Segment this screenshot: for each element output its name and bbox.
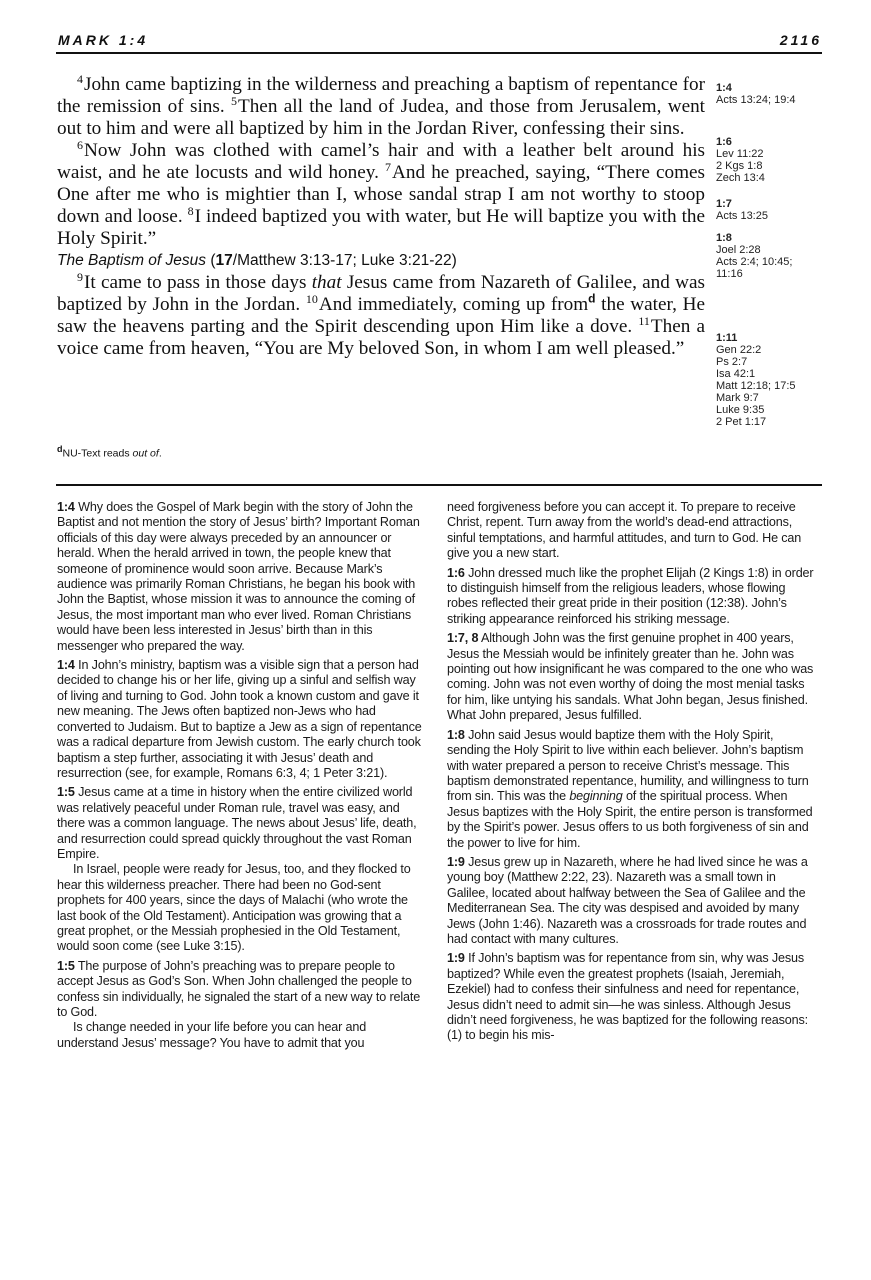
xref-body[interactable]: Ps 2:7 [716, 356, 748, 368]
note-text: Jesus came at a time in history when the entire civilized world was relatively peaceful under Roman rule, travel was easy, and there was a common language. The news about Jesus’ life, death, and resurrection could spread quickly throughout the vast Roman Empire. [57, 785, 417, 861]
study-note [57, 785, 425, 862]
verse-text: the water, He saw the heavens parting and the Spirit descending upon Him like a dove. [57, 294, 706, 337]
xref-body[interactable]: 2 Kgs 1:8 [716, 160, 763, 172]
heading-title: The Baptism of Jesus [57, 252, 207, 269]
verse-number: 10 [305, 291, 318, 306]
verse-text: Now John was clothed with camel’s hair and with a leather belt around his waist, and he ate locusts and wild honey. [57, 140, 705, 183]
footnote-text: . [158, 447, 162, 460]
study-note [447, 566, 815, 628]
verse-italic: that [311, 272, 342, 293]
note-italic: beginning [569, 789, 623, 804]
xref-body[interactable]: Mark 9:7 [716, 392, 759, 404]
verse-paragraph [57, 71, 706, 140]
xref-body[interactable]: Acts 13:25 [716, 210, 768, 222]
note-ref: 1:5 [57, 958, 75, 973]
note-text: John said Jesus would baptize them with the Holy Spirit, sending the Holy Spirit to live within each believer. John’s baptism with water prepared a person to receive Christ’s message. This baptism demonstrated repentance, humility, and willingness to turn from sin. This was the [447, 727, 809, 804]
cross-reference [716, 232, 826, 280]
verse-text: John came baptizing in the wilderness and preaching a baptism of repentance for the remission of sins. [57, 74, 705, 117]
xref-body[interactable]: Acts 13:24; 19:4 [716, 94, 796, 106]
xref-body[interactable]: 2 Pet 1:17 [716, 416, 767, 428]
xref-body[interactable]: Isa 42:1 [716, 368, 756, 380]
book-chapter: MARK 1:4 [58, 32, 149, 48]
footnote-text: NU-Text reads [62, 447, 133, 460]
note-ref: 1:4 [57, 500, 75, 514]
verse-number: 9 [77, 269, 83, 284]
xref-body[interactable]: Acts 2:4; 10:45; [716, 256, 793, 268]
cross-reference [716, 332, 826, 428]
harmony-number: 17 [215, 252, 233, 269]
verse-text: Jesus came from Nazareth of Galilee, and was baptized by John in the Jordan. [57, 272, 705, 315]
note-text: Although John was the first genuine prophet in 400 years, Jesus the Messiah would be infinitely greater than he. John was pointing out how insignificant he was compared to the one who was coming. John was not even worthy of doing the most menial tasks for him, like untying his sandals. What John began, Jesus finished. What John prepared, Jesus fulfilled. [447, 631, 814, 723]
note-ref: 1:4 [57, 658, 75, 673]
cross-reference [716, 82, 826, 106]
verse-number: 7 [385, 159, 392, 174]
note-text: Why does the Gospel of Mark begin with the story of John the Baptist and not mention the story of Jesus’ birth? Important Roman officials of this day were always preceded by an announcer or herald. When the herald arrived in town, the people knew that someone of prominence would soon arrive. Because Mark’s audience was primarily Roman Christians, he began his book with John the Baptist, whose mission it was to announce the coming of Jesus, the most important man who ever lived. Roman Christians would have been less interested in Jesus’ birth than in this messenger who prepared the way. [57, 500, 420, 653]
verse-paragraph [57, 269, 706, 360]
study-note-continuation: Is change needed in your life before you can hear and understand Jesus’ message? You have to admit that you [57, 1020, 367, 1050]
heading-refs: /Matthew 3:13-17; Luke 3:21-22) [232, 252, 457, 269]
study-note [447, 951, 815, 1043]
xref-body[interactable]: Lev 11:22 [716, 148, 764, 160]
xref-body[interactable]: 11:16 [716, 268, 743, 280]
verse-number: 4 [77, 71, 83, 86]
study-note [57, 500, 425, 654]
footnote-italic: out of [132, 447, 159, 460]
cross-reference [716, 136, 826, 184]
xref-body[interactable]: Joel 2:28 [716, 244, 761, 256]
note-ref: 1:7, 8 [447, 631, 479, 646]
xref-body[interactable]: Matt 12:18; 17:5 [716, 380, 796, 392]
study-note [447, 631, 815, 723]
xref-head[interactable]: 1:7 [716, 198, 732, 210]
note-ref: 1:5 [57, 785, 75, 800]
study-note [447, 728, 815, 851]
note-ref: 1:6 [447, 565, 465, 580]
verse-number: 6 [77, 137, 83, 152]
cross-reference [716, 198, 826, 222]
xref-body[interactable]: Luke 9:35 [716, 404, 765, 416]
footnote [57, 444, 162, 460]
verse-number: 11 [638, 313, 650, 328]
verse-text: Then a voice came from heaven, “You are My beloved Son, in whom I am well pleased.” [57, 316, 705, 359]
study-note-continuation: In Israel, people were ready for Jesus, too, and they flocked to hear this wilderness preacher. There had been no God-sent prophets for 400 years, since the days of Malachi (who wrote the last book of the Old Testament). Anticipation was growing that a great prophet, or the Messiah prophesied in the Old Testament, would soon come (see Luke 3:15). [57, 862, 411, 954]
study-note [57, 959, 425, 1021]
note-text: John dressed much like the prophet Elijah (2 Kings 1:8) in order to distinguish himself from the religious leaders, whose flowing robes reflected their great pride in their position (12:38). John’s striking appearance reinforced his striking message. [447, 565, 814, 626]
note-text: If John’s baptism was for repentance from sin, why was Jesus baptized? While even the greatest prophets (Isaiah, Jeremiah, Ezekiel) had to confess their sinfulness and need for repentance, Jesus didn’t need to admit sin—he was sinless. Although Jesus didn’t need forgiveness, he was baptized for the following reasons: (1) to begin his mis- [447, 951, 808, 1043]
xref-body[interactable]: Gen 22:2 [716, 344, 762, 356]
study-notes-right-column [447, 500, 815, 1048]
verse-text: Then all the land of Judea, and those from Jerusalem, went out to him and were all baptized by him in the Jordan River, confessing their sins. [57, 96, 706, 139]
footnote-marker[interactable]: d [588, 291, 596, 306]
verse-text: And immediately, coming up from [318, 294, 589, 315]
page-number: 2116 [779, 32, 822, 48]
heading-paren: ( [206, 252, 216, 269]
verse-text: It came to pass in those days [84, 272, 312, 293]
xref-head[interactable]: 1:11 [716, 332, 738, 344]
note-ref: 1:9 [447, 951, 465, 966]
note-text: In John’s ministry, baptism was a visible sign that a person had decided to change his or her life, giving up a sinful and selfish way of living and turning to God. John took a known custom and gave it new meaning. The Jews often baptized non-Jews who had converted to Judaism. But to baptize a Jew as a sign of repentance was a radical departure from Jewish custom. The early church took baptism a step further, associating it with Jesus’ death and resurrection (see, for example, Romans 6:3, 4; 1 Peter 3:21). [57, 658, 422, 780]
scripture-text [57, 71, 706, 360]
xref-body[interactable]: Zech 13:4 [716, 172, 765, 184]
note-text: of the spiritual process. When Jesus baptizes with the Holy Spirit, the entire person is transformed by the Spirit’s power. Jesus offers to us both forgiveness of sin and the power to live for him. [447, 789, 813, 850]
note-ref: 1:8 [447, 727, 465, 742]
note-ref: 1:9 [447, 854, 465, 869]
note-text: Jesus grew up in Nazareth, where he had lived since he was a young boy (Matthew 2:22, 23). Nazareth was a small town in Galilee, located about halfway between the Sea of Galilee and the Mediterranean Sea. The city was despised and avoided by many Jews (John 1:46). Nazareth was a crossroads for trade routes and had contact with many cultures. [447, 854, 808, 946]
study-notes-left-column [57, 500, 425, 1055]
study-note-continuation: need forgiveness before you can accept it. To prepare to receive Christ, repent. Turn away from the world’s dead-end attractions, sinful temptations, and harmful attitudes, and turn to God. He can give you a new start. [447, 500, 802, 561]
xref-head[interactable]: 1:8 [716, 232, 732, 244]
verse-text: I indeed baptized you with water, but He will baptize you with the Holy Spirit.” [57, 206, 706, 249]
note-text: The purpose of John’s preaching was to prepare people to accept Jesus as God’s Son. When John challenged the people to confess sin individually, he signaled the start of a new way to relate to God. [57, 958, 421, 1019]
verse-number: 8 [187, 203, 194, 218]
verse-number: 5 [230, 93, 237, 108]
study-note [447, 855, 815, 947]
xref-head[interactable]: 1:4 [716, 82, 732, 94]
study-note [57, 658, 425, 781]
verse-text: And he preached, saying, “There comes One after me who is mightier than I, whose sandal strap I am not worthy to stoop down and loose. [57, 162, 705, 227]
running-header [56, 30, 822, 54]
verse-paragraph [57, 137, 706, 250]
section-heading [57, 250, 705, 272]
xref-head[interactable]: 1:6 [716, 136, 732, 148]
section-divider [56, 484, 822, 486]
footnote-letter: d [57, 444, 63, 454]
